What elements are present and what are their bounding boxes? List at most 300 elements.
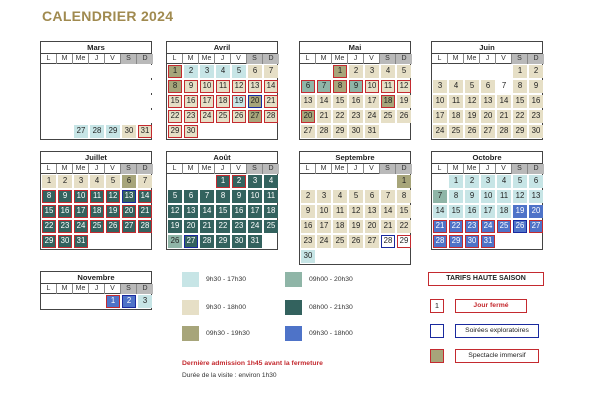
immersive-show-icon [430,349,444,363]
day-cell: 24 [365,110,379,123]
legend-label: 9h30 - 18h00 [206,304,247,311]
weekday-label: L [41,164,57,174]
weekday-label: M [183,54,199,64]
day-cell: 6 [184,190,198,203]
day-cell: 24 [481,220,495,233]
empty-cell [90,80,104,93]
day-cell: 20 [184,220,198,233]
day-cell: 3 [200,65,214,78]
day-cell: 29 [449,235,463,248]
day-grid [166,174,278,250]
day-cell: 12 [465,95,479,108]
day-cell: 10 [481,190,495,203]
weekday-label: D [528,54,544,64]
weekday-header [166,163,278,174]
day-cell: 29 [397,235,411,248]
month-name: Août [166,151,278,163]
weekday-label: V [105,284,121,294]
empty-cell [42,295,56,308]
day-cell: 12 [106,190,120,203]
day-cell: 20 [248,95,262,108]
day-cell: 1 [168,65,182,78]
day-cell: 11 [333,205,347,218]
day-cell: 15 [513,95,527,108]
day-cell: 30 [122,125,136,138]
weekday-label: S [380,54,396,64]
duration-note: Durée de la visite : environ 1h30 [182,372,277,379]
day-cell: 29 [106,125,120,138]
day-cell: 2 [184,65,198,78]
day-cell: 8 [42,190,56,203]
day-cell: 31 [138,125,152,138]
day-cell: 22 [513,110,527,123]
weekday-label: D [263,164,279,174]
day-cell: 9 [529,80,543,93]
legend-swatch [285,326,302,341]
day-cell: 3 [481,175,495,188]
day-grid [40,294,152,310]
weekday-label: V [364,164,380,174]
day-cell: 6 [365,190,379,203]
empty-cell [106,65,120,78]
day-cell: 23 [184,110,198,123]
day-cell: 3 [138,295,152,308]
day-cell: 8 [168,80,182,93]
weekday-label: S [247,54,263,64]
empty-cell [433,175,447,188]
weekday-header [431,53,543,64]
weekday-label: Me [464,164,480,174]
day-cell: 9 [465,190,479,203]
day-cell: 19 [465,110,479,123]
day-cell: 3 [74,175,88,188]
day-cell: 5 [397,65,411,78]
weekday-label: V [231,54,247,64]
weekday-label: L [41,54,57,64]
empty-cell [74,95,88,108]
high-season-label: TARIFS HAUTE SAISON [428,272,544,286]
day-cell: 11 [90,190,104,203]
day-cell: 8 [397,190,411,203]
day-cell: 24 [74,220,88,233]
day-cell: 17 [433,110,447,123]
day-cell: 31 [365,125,379,138]
day-cell: 4 [333,190,347,203]
day-cell: 25 [381,110,395,123]
immersive-show-label: Spectacle immersif [455,349,539,363]
day-cell: 15 [333,95,347,108]
day-cell: 4 [497,175,511,188]
day-cell: 22 [42,220,56,233]
weekday-label: M [183,164,199,174]
day-cell: 9 [184,80,198,93]
day-cell: 26 [397,110,411,123]
day-cell: 10 [200,80,214,93]
day-cell: 31 [248,235,262,248]
day-cell: 18 [90,205,104,218]
weekday-label: Me [199,164,215,174]
day-cell: 18 [381,95,395,108]
day-cell: 29 [216,235,230,248]
empty-cell [465,65,479,78]
day-cell: 23 [465,220,479,233]
day-grid [40,64,152,140]
day-cell: 19 [513,205,527,218]
empty-cell [42,125,56,138]
day-cell: 17 [317,220,331,233]
empty-cell [449,65,463,78]
day-cell: 12 [513,190,527,203]
day-cell: 11 [216,80,230,93]
day-cell: 15 [216,205,230,218]
weekday-label: M [57,54,73,64]
weekday-header [166,53,278,64]
weekday-label: D [137,54,153,64]
weekday-header [40,53,152,64]
day-cell: 1 [216,175,230,188]
legend-item [285,272,353,287]
weekday-label: L [432,54,448,64]
weekday-label: J [348,164,364,174]
month-calendar [166,151,278,250]
weekday-label: S [380,164,396,174]
day-cell: 29 [513,125,527,138]
weekday-label: M [448,164,464,174]
empty-cell [106,80,120,93]
day-cell: 13 [122,190,136,203]
day-cell: 13 [301,95,315,108]
day-cell: 11 [264,190,278,203]
day-cell: 10 [433,95,447,108]
day-cell: 19 [168,220,182,233]
weekday-label: M [316,54,332,64]
weekday-label: J [480,164,496,174]
day-cell: 13 [248,80,262,93]
day-cell: 6 [301,80,315,93]
day-cell: 13 [529,190,543,203]
page-title: CALENDRIER 2024 [42,8,174,24]
day-cell: 19 [397,95,411,108]
day-cell: 7 [138,175,152,188]
day-grid [299,64,411,140]
empty-cell [58,65,72,78]
empty-cell [138,110,152,123]
day-cell: 22 [397,220,411,233]
day-cell: 17 [200,95,214,108]
day-cell: 19 [106,205,120,218]
day-cell: 16 [58,205,72,218]
legend-item [285,326,353,341]
day-cell: 15 [449,205,463,218]
weekday-header [40,163,152,174]
weekday-label: S [121,164,137,174]
day-cell: 18 [497,205,511,218]
day-cell: 6 [481,80,495,93]
day-cell: 14 [138,190,152,203]
weekday-label: M [57,284,73,294]
day-cell: 14 [433,205,447,218]
day-cell: 21 [200,220,214,233]
weekday-label: V [231,164,247,174]
day-grid [431,174,543,250]
empty-cell [301,65,315,78]
empty-cell [90,95,104,108]
day-cell: 26 [349,235,363,248]
day-cell: 8 [513,80,527,93]
day-cell: 10 [365,80,379,93]
day-cell: 5 [349,190,363,203]
day-cell: 17 [481,205,495,218]
weekday-label: L [432,164,448,174]
day-cell: 5 [106,175,120,188]
legend-item [182,326,250,341]
weekday-label: J [480,54,496,64]
day-cell: 27 [529,220,543,233]
day-cell: 22 [168,110,182,123]
month-calendar [166,41,278,140]
day-cell: 12 [349,205,363,218]
day-cell: 30 [465,235,479,248]
day-cell: 2 [465,175,479,188]
weekday-label: L [300,54,316,64]
day-cell: 16 [232,205,246,218]
empty-cell [365,175,379,188]
day-cell: 16 [184,95,198,108]
empty-cell [74,65,88,78]
empty-cell [58,295,72,308]
weekday-label: J [348,54,364,64]
weekday-label: J [89,164,105,174]
day-cell: 20 [529,205,543,218]
day-cell: 9 [301,205,315,218]
closed-day-label: Jour fermé [455,299,527,313]
day-cell: 2 [529,65,543,78]
legend-item [182,300,246,315]
day-cell: 26 [106,220,120,233]
day-cell: 18 [264,205,278,218]
day-cell: 7 [433,190,447,203]
day-grid [166,64,278,140]
day-cell: 30 [301,250,315,263]
month-calendar [299,151,411,265]
empty-cell [138,65,152,78]
day-cell: 14 [264,80,278,93]
weekday-label: J [89,284,105,294]
day-cell: 23 [58,220,72,233]
day-cell: 1 [106,295,120,308]
day-cell: 23 [529,110,543,123]
weekday-label: D [263,54,279,64]
day-cell: 30 [349,125,363,138]
day-cell: 28 [497,125,511,138]
day-cell: 25 [449,125,463,138]
month-calendar [431,151,543,250]
day-cell: 11 [381,80,395,93]
day-cell: 20 [365,220,379,233]
day-cell: 1 [42,175,56,188]
evening-session-label: Soirées exploratoires [455,324,539,338]
day-cell: 9 [232,190,246,203]
weekday-label: M [57,164,73,174]
day-cell: 18 [449,110,463,123]
day-cell: 31 [74,235,88,248]
month-calendar [40,151,152,250]
day-cell: 9 [349,80,363,93]
day-cell: 21 [497,110,511,123]
day-cell: 12 [168,205,182,218]
day-cell: 28 [317,125,331,138]
day-cell: 29 [168,125,182,138]
day-cell: 12 [232,80,246,93]
empty-cell [58,110,72,123]
day-cell: 3 [317,190,331,203]
empty-cell [122,80,136,93]
legend-label: 9h30 - 17h30 [206,276,247,283]
day-grid [40,174,152,250]
day-cell: 17 [248,205,262,218]
day-cell: 8 [449,190,463,203]
weekday-label: D [528,164,544,174]
day-cell: 6 [529,175,543,188]
day-cell: 26 [513,220,527,233]
day-cell: 20 [481,110,495,123]
day-cell: 28 [138,220,152,233]
weekday-label: Me [199,54,215,64]
empty-cell [42,95,56,108]
empty-cell [42,80,56,93]
month-calendar [40,41,152,140]
day-cell: 2 [232,175,246,188]
day-cell: 21 [433,220,447,233]
weekday-label: D [396,164,412,174]
day-cell: 12 [397,80,411,93]
weekday-label: S [512,164,528,174]
month-name: Novembre [40,271,152,283]
day-cell: 7 [381,190,395,203]
day-cell: 20 [122,205,136,218]
day-cell: 4 [216,65,230,78]
day-cell: 14 [200,205,214,218]
day-cell: 14 [381,205,395,218]
day-cell: 14 [497,95,511,108]
empty-cell [106,110,120,123]
day-cell: 30 [58,235,72,248]
day-cell: 5 [513,175,527,188]
day-cell: 8 [333,80,347,93]
day-cell: 9 [58,190,72,203]
day-cell: 16 [349,95,363,108]
day-cell: 4 [449,80,463,93]
day-cell: 10 [248,190,262,203]
day-cell: 26 [465,125,479,138]
weekday-header [431,163,543,174]
day-cell: 13 [184,205,198,218]
day-cell: 21 [138,205,152,218]
empty-cell [381,175,395,188]
weekday-label: V [496,54,512,64]
weekday-label: S [512,54,528,64]
day-cell: 15 [168,95,182,108]
day-cell: 10 [74,190,88,203]
day-cell: 7 [264,65,278,78]
day-grid [431,64,543,140]
day-cell: 11 [449,95,463,108]
month-calendar [299,41,411,140]
day-cell: 28 [200,235,214,248]
day-cell: 18 [216,95,230,108]
day-cell: 25 [264,220,278,233]
empty-cell [58,80,72,93]
day-cell: 11 [497,190,511,203]
day-cell: 6 [248,65,262,78]
day-cell: 27 [481,125,495,138]
legend-swatch [285,272,302,287]
month-calendar [431,41,543,140]
closed-day-icon: 1 [430,299,444,313]
day-cell: 2 [58,175,72,188]
weekday-label: Me [73,54,89,64]
weekday-label: Me [73,284,89,294]
month-name: Octobre [431,151,543,163]
weekday-label: Me [332,164,348,174]
empty-cell [497,65,511,78]
day-cell: 22 [449,220,463,233]
day-cell: 17 [74,205,88,218]
day-cell: 2 [301,190,315,203]
month-name: Juillet [40,151,152,163]
day-cell: 23 [349,110,363,123]
day-cell: 26 [232,110,246,123]
weekday-label: M [316,164,332,174]
day-cell: 30 [184,125,198,138]
day-cell: 28 [381,235,395,248]
weekday-label: S [121,54,137,64]
day-cell: 1 [397,175,411,188]
empty-cell [122,110,136,123]
empty-cell [301,175,315,188]
evening-session-icon [430,324,444,338]
day-cell: 26 [168,235,182,248]
day-grid [299,174,411,265]
day-cell: 8 [216,190,230,203]
weekday-label: S [247,164,263,174]
day-cell: 1 [513,65,527,78]
day-cell: 6 [122,175,136,188]
empty-cell [42,65,56,78]
month-name: Juin [431,41,543,53]
empty-cell [58,125,72,138]
weekday-label: V [496,164,512,174]
day-cell: 23 [232,220,246,233]
weekday-label: D [137,284,153,294]
weekday-label: D [137,164,153,174]
legend-swatch [182,272,199,287]
day-cell: 3 [365,65,379,78]
day-cell: 17 [365,95,379,108]
day-cell: 25 [497,220,511,233]
day-cell: 19 [232,95,246,108]
day-cell: 16 [529,95,543,108]
day-cell: 20 [301,110,315,123]
empty-cell [42,110,56,123]
day-cell: 18 [333,220,347,233]
day-cell: 29 [333,125,347,138]
legend-label: 08h00 - 21h30 [309,304,353,311]
day-cell: 4 [264,175,278,188]
empty-cell [349,175,363,188]
weekday-label: Me [73,164,89,174]
weekday-header [40,283,152,294]
